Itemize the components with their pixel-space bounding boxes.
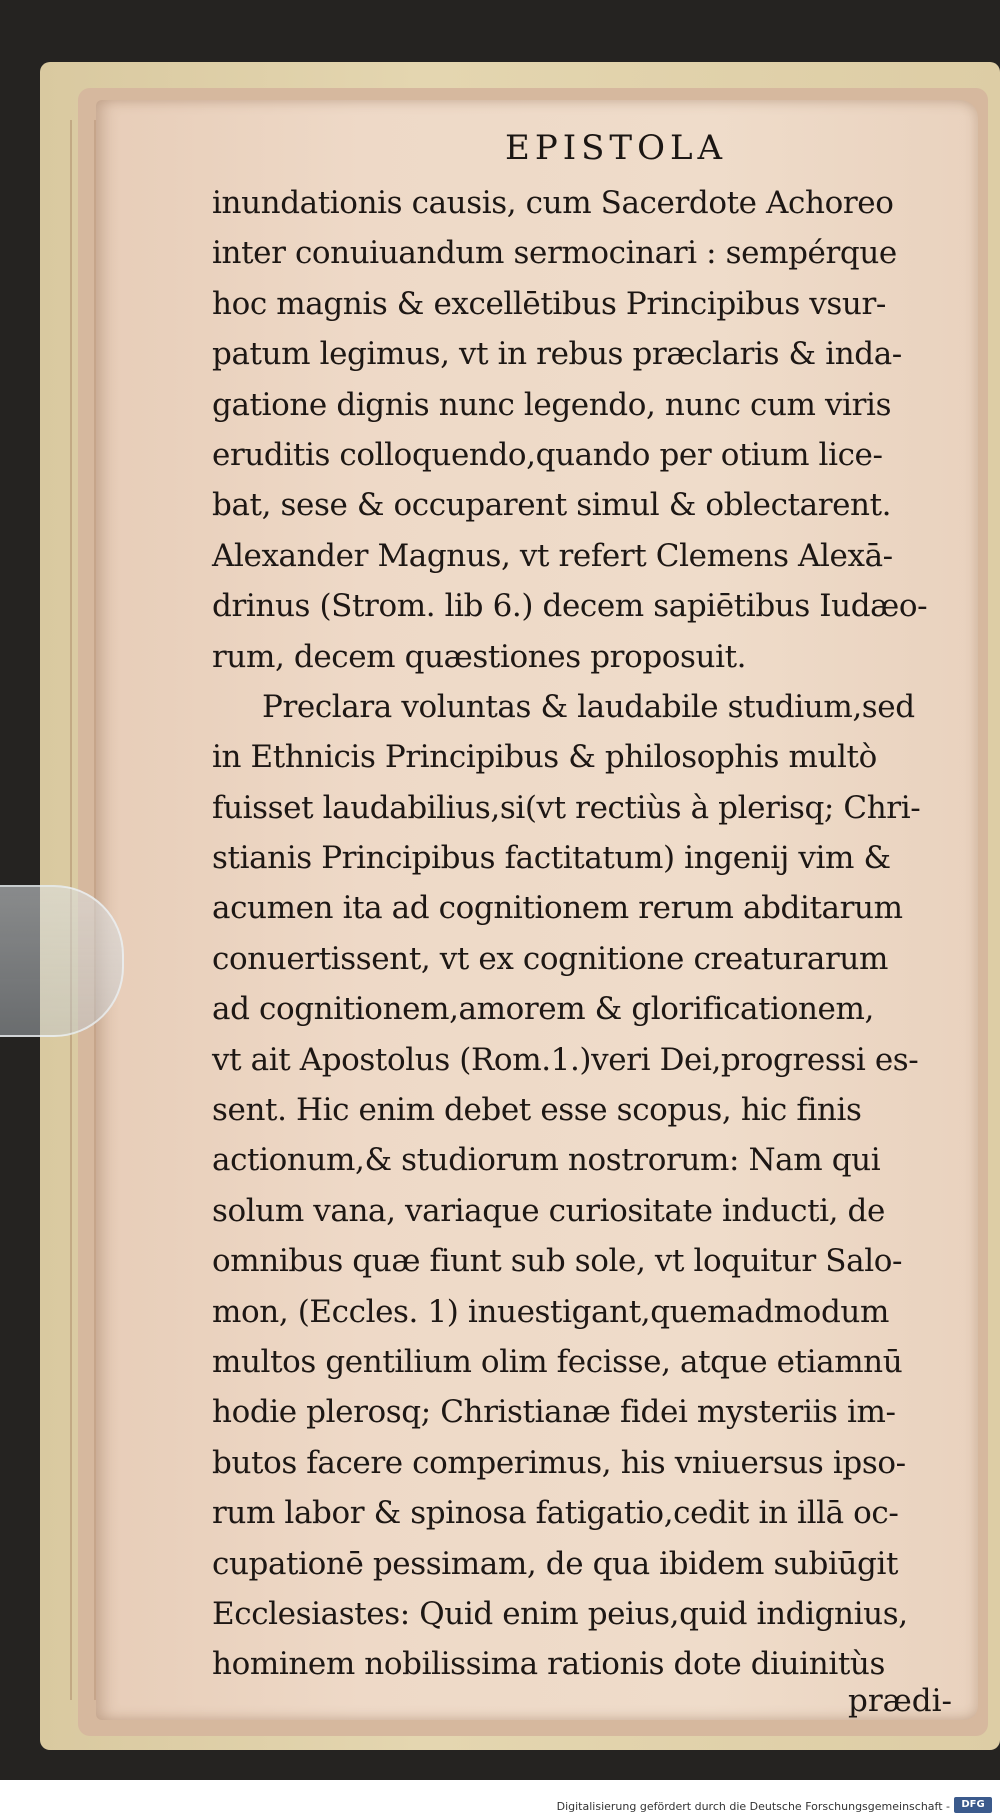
catchword: prædi- (848, 1683, 953, 1719)
text-line: mon, (Eccles. 1) inuestigant,quemadmodum (212, 1293, 889, 1330)
text-line: multos gentilium olim fecisse, atque etiamnū (212, 1343, 903, 1380)
dfg-logo-icon: DFG (954, 1797, 992, 1813)
text-line: omnibus quæ fiunt sub sole, vt loquitur Salo- (212, 1243, 903, 1280)
footer-credit: Digitalisierung gefördert durch die Deutsche Forschungsgemeinschaft - (556, 1800, 950, 1813)
text-line: actionum,& studiorum nostrorum: Nam qui (212, 1142, 881, 1179)
text-line: hominem nobilissima rationis dote diuinitùs (212, 1646, 885, 1683)
text-line: drinus (Strom. lib 6.) decem sapiētibus Iudæo- (212, 588, 928, 625)
text-line: rum labor & spinosa fatigatio,cedit in illā oc- (212, 1495, 899, 1532)
text-line: butos facere comperimus, his vniuersus ipso- (212, 1444, 906, 1481)
text-line: ad cognitionem,amorem & glorificationem, (212, 991, 874, 1028)
body-text (212, 178, 958, 1690)
text-line: patum legimus, vt in rebus præclaris & inda- (212, 336, 902, 373)
text-line: acumen ita ad cognitionem rerum abditarum (212, 890, 903, 927)
text-line: cupationē pessimam, de qua ibidem subiūgit (212, 1545, 899, 1582)
text-line: eruditis colloquendo,quando per otium lice- (212, 436, 883, 473)
text-line: in Ethnicis Principibus & philosophis multò (212, 739, 877, 776)
text-line: gatione dignis nunc legendo, nunc cum viris (212, 386, 892, 423)
text-line: inundationis causis, cum Sacerdote Achoreo (212, 185, 894, 221)
running-head: EPISTOLA (505, 128, 728, 168)
text-line: fuisset laudabilius,si(vt rectiùs à plerisq; Chri- (212, 789, 921, 826)
text-line: conuertissent, vt ex cognitione creaturarum (212, 940, 888, 977)
text-line: vt ait Apostolus (Rom.1.)veri Dei,progressi es- (212, 1041, 919, 1078)
text-line: inter conuiuandum sermocinari : sempérque (212, 235, 897, 272)
text-line: Alexander Magnus, vt refert Clemens Alexā- (212, 537, 893, 574)
text-line: Preclara voluntas & laudabile studium,sed (262, 688, 915, 725)
clamp-clip (0, 885, 124, 1037)
text-line: hodie plerosq; Christianæ fidei mysteriis im- (212, 1394, 896, 1431)
text-line: Ecclesiastes: Quid enim peius,quid indignius, (212, 1595, 908, 1632)
text-line: stianis Principibus factitatum) ingenij vim & (212, 840, 891, 877)
text-line: sent. Hic enim debet esse scopus, hic finis (212, 1092, 862, 1129)
text-line: bat, sese & occuparent simul & oblectarent. (212, 487, 892, 524)
text-line: rum, decem quæstiones proposuit. (212, 638, 747, 675)
text-line: solum vana, variaque curiositate inducti, de (212, 1192, 885, 1229)
text-line: hoc magnis & excellētibus Principibus vsur- (212, 285, 886, 322)
